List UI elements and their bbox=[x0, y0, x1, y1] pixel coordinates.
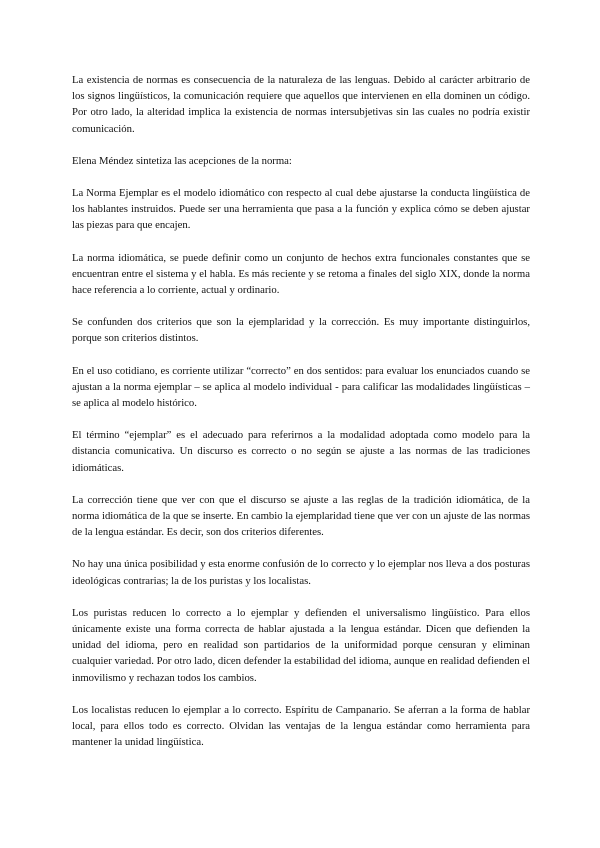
paragraph-uso-cotidiano: En el uso cotidiano, es corriente utilizar “correcto” en dos sentidos: para evaluar los enunciados cuando se ajustan a la norma ejemplar – se aplica al modelo individual - para calificar las modalidades lingüísticas – se aplica al modelo histórico. bbox=[72, 364, 530, 410]
paragraph-elena-mendez: Elena Méndez sintetiza las acepciones de la norma: bbox=[72, 154, 292, 167]
paragraph-norma-ejemplar: La Norma Ejemplar es el modelo idiomático con respecto al cual debe ajustarse la conducta lingüística de los hablantes instruidos. Puede ser una herramienta que pasa a la función y explica cómo se deben ajustar las piezas para que encajen. bbox=[72, 187, 530, 232]
paragraph-criterios: Se confunden dos criterios que son la ejemplaridad y la corrección. Es muy importante distinguirlos, porque son criterios distintos. bbox=[72, 316, 530, 345]
paragraph-norma-idiomatica: La norma idiomática, se puede definir como un conjunto de hechos extra funcionales constantes que se encuentran entre el sistema y el habla. Es más reciente y se retoma a finales del siglo XIX, donde la norma hace referencia a lo corriente, actual y ordinario. bbox=[72, 251, 530, 297]
paragraph-puristas: Los puristas reducen lo correcto a lo ejemplar y defienden el universalismo lingüístico. Para ellos únicamente existe una forma correcta de hablar ajustada a la lengua estándar. Dicen que defienden la unidad del idioma, pero en realidad son partidarios de la uniformidad porque censuran y eliminan cualquier variedad. Por otro lado, dicen defender la estabilidad del idioma, aunque en realidad defienden el inmovilismo y rechazan todos los cambios. bbox=[72, 606, 530, 684]
paragraph-correccion: La corrección tiene que ver con que el discurso se ajuste a las reglas de la tradición idiomática, de la norma idiomática de la que se inserte. En cambio la ejemplaridad tiene que ver con un ajuste de las normas de la lengua estándar. Es decir, son dos criterios diferentes. bbox=[72, 493, 530, 539]
paragraph-normas-existencia: La existencia de normas es consecuencia de la naturaleza de las lenguas. Debido al carácter arbitrario de los signos lingüísticos, la comunicación requiere que aquellos que intervienen en ella dominen un código. Por otro lado, la alteridad implica la existencia de normas intersubjetivas sin las cuales no podría existir comunicación. bbox=[72, 74, 530, 135]
paragraph-localistas: Los localistas reducen lo ejemplar a lo correcto. Espíritu de Campanario. Se aferran a la forma de hablar local, para ellos todo es correcto. Olvidan las ventajas de la lengua estándar como herramienta para mantener la unidad lingüística. bbox=[72, 703, 530, 749]
paragraph-posturas: No hay una única posibilidad y esta enorme confusión de lo correcto y lo ejemplar nos lleva a dos posturas ideológicas contrarias; la de los puristas y los localistas. bbox=[72, 558, 530, 587]
document-page bbox=[72, 72, 530, 767]
paragraph-termino-ejemplar: El término “ejemplar” es el adecuado para referirnos a la modalidad adoptada como modelo para la distancia comunicativa. Un discurso es correcto o no según se ajuste a las normas de las tradiciones idiomáticas. bbox=[72, 429, 530, 474]
